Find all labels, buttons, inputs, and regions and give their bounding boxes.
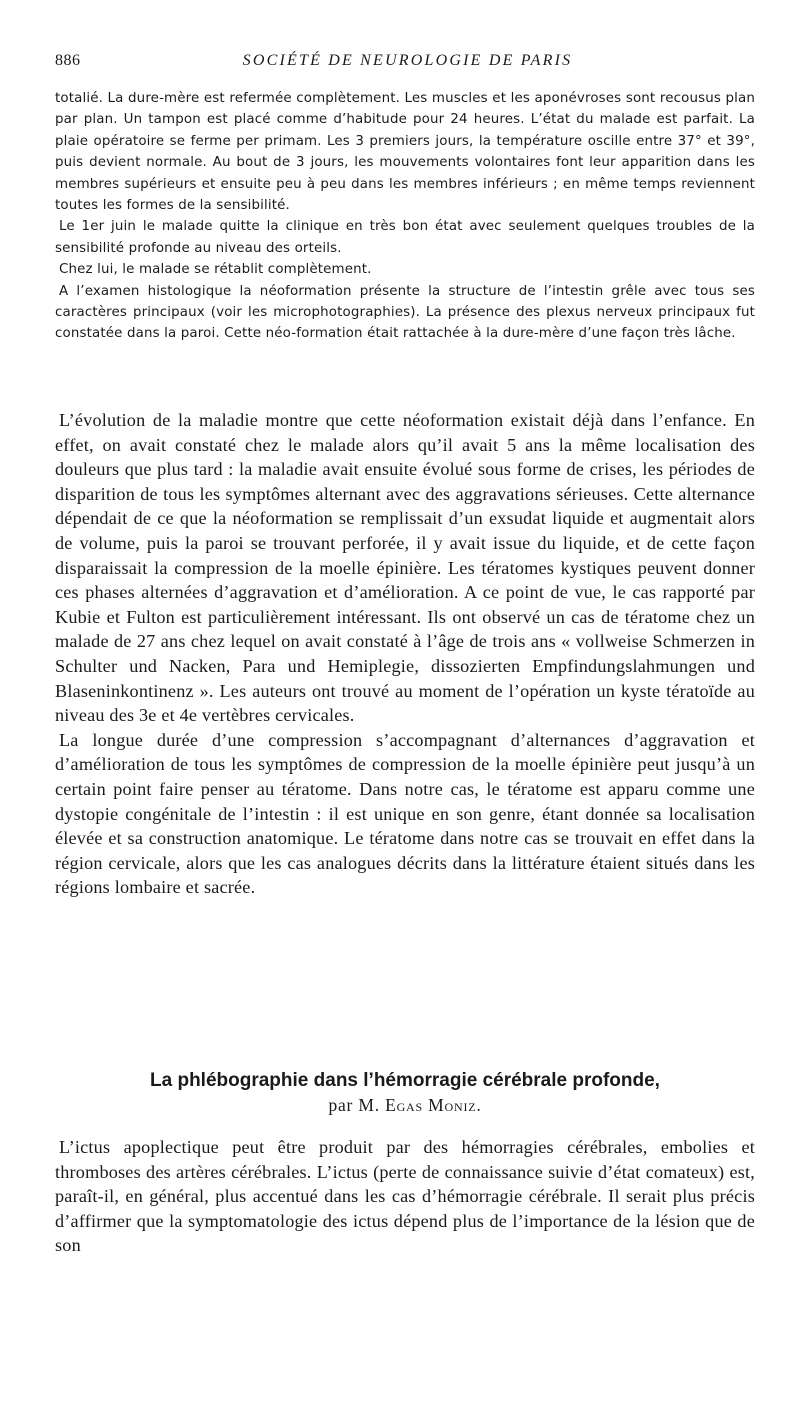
paragraph: L’évolution de la maladie montre que cette néoformation existait déjà dans l’enfance. En effet, on avait constaté chez le malade alors qu’il avait 5 ans la même localisation des douleurs que plus tard : la maladie avait ensuite évolué sous forme de crises, les périodes de disparition de tous les symptômes alternant avec des aggravations sérieuses. Cette alternance dépendait de ce que la néoformation se remplissait d’un exsudat liquide et augmentait alors de volume, puis la paroi se trouvant perforée, il y avait issue du liquide, et de cette façon disparaissait la compression de la moelle épinière. Les tératomes kystiques peuvent donner ces phases alternées d’aggravation et d’amélioration. A ce point de vue, le cas rapporté par Kubie et Fulton est particulièrement intéressant. Ils ont observé un cas de tératome chez un malade de 27 ans chez lequel on avait constaté à l’âge de trois ans « vollweise Schmerzen in Schulter und Nacken, Para und Hemiplegie, dissozierten Empfindungslahmungen und Blaseninkontinenz ». Les auteurs ont trouvé au moment de l’opération un kyste tératoïde au niveau des 3e et 4e vertèbres cervicales. [55, 410, 755, 726]
discussion-text [55, 408, 755, 900]
article-byline [55, 1093, 755, 1117]
paragraph: L’ictus apoplectique peut être produit par des hémorragies cérébrales, embolies et thromboses des artères cérébrales. L’ictus (perte de connaissance suivie d’état comateux) est, paraît-il, en général, plus accentué dans les cas d’hémorragie cérébrale. Il serait plus précis d’affirmer que la symptomatologie des ictus dépend plus de l’importance de la lésion que de son [55, 1137, 755, 1256]
page-number: 886 [55, 52, 81, 69]
case-report-text [55, 88, 755, 345]
paragraph: La longue durée d’une compression s’accompagnant d’alternances d’aggravation et d’amélioration de tous les symptômes de compression de la moelle épinière peut jusqu’à un certain point faire penser au tératome. Dans notre cas, le tératome est apparu comme une dystopie congénitale de l’intestin : il est unique en son genre, étant donnée sa localisation élevée et sa construction anatomique. Le tératome dans notre cas se trouvait en effet dans la région cervicale, alors que les cas analogues décrits dans la littérature étaient situés dans les régions lombaire et sacrée. [55, 729, 755, 898]
paragraph: Le 1er juin le malade quitte la clinique en très bon état avec seulement quelques troubles de la sensibilité profonde au niveau des orteils. [55, 219, 755, 256]
article-body [55, 1135, 755, 1258]
byline-prefix: par M. [328, 1095, 380, 1115]
journal-title: SOCIÉTÉ DE NEUROLOGIE DE PARIS [242, 52, 573, 69]
author-name: Egas Moniz. [385, 1095, 482, 1115]
paragraph: totalié. La dure-mère est refermée complètement. Les muscles et les aponévroses sont recousus plan par plan. Un tampon est placé comme d’habitude pour 24 heures. L’état du malade est parfait. La plaie opératoire se ferme per primam. Les 3 premiers jours, la température oscille entre 37° et 39°, puis devient normale. Au bout de 3 jours, les mouvements volontaires font leur apparition dans les membres supérieurs et ensuite peu à peu dans les membres inférieurs ; en même temps reviennent toutes les formes de la sensibilité. [55, 91, 755, 214]
article-heading [55, 1069, 755, 1117]
paragraph: Chez lui, le malade se rétablit complètement. [59, 262, 372, 278]
article-title: La phlébographie dans l’hémorragie cérébrale profonde, [150, 1070, 660, 1091]
paragraph: A l’examen histologique la néoformation présente la structure de l’intestin grêle avec tous ses caractères principaux (voir les microphotographies). La présence des plexus nerveux principaux fut constatée dans la paroi. Cette néo-formation était rattachée à la dure-mère d’une façon très lâche. [55, 283, 755, 342]
running-head [55, 52, 760, 76]
